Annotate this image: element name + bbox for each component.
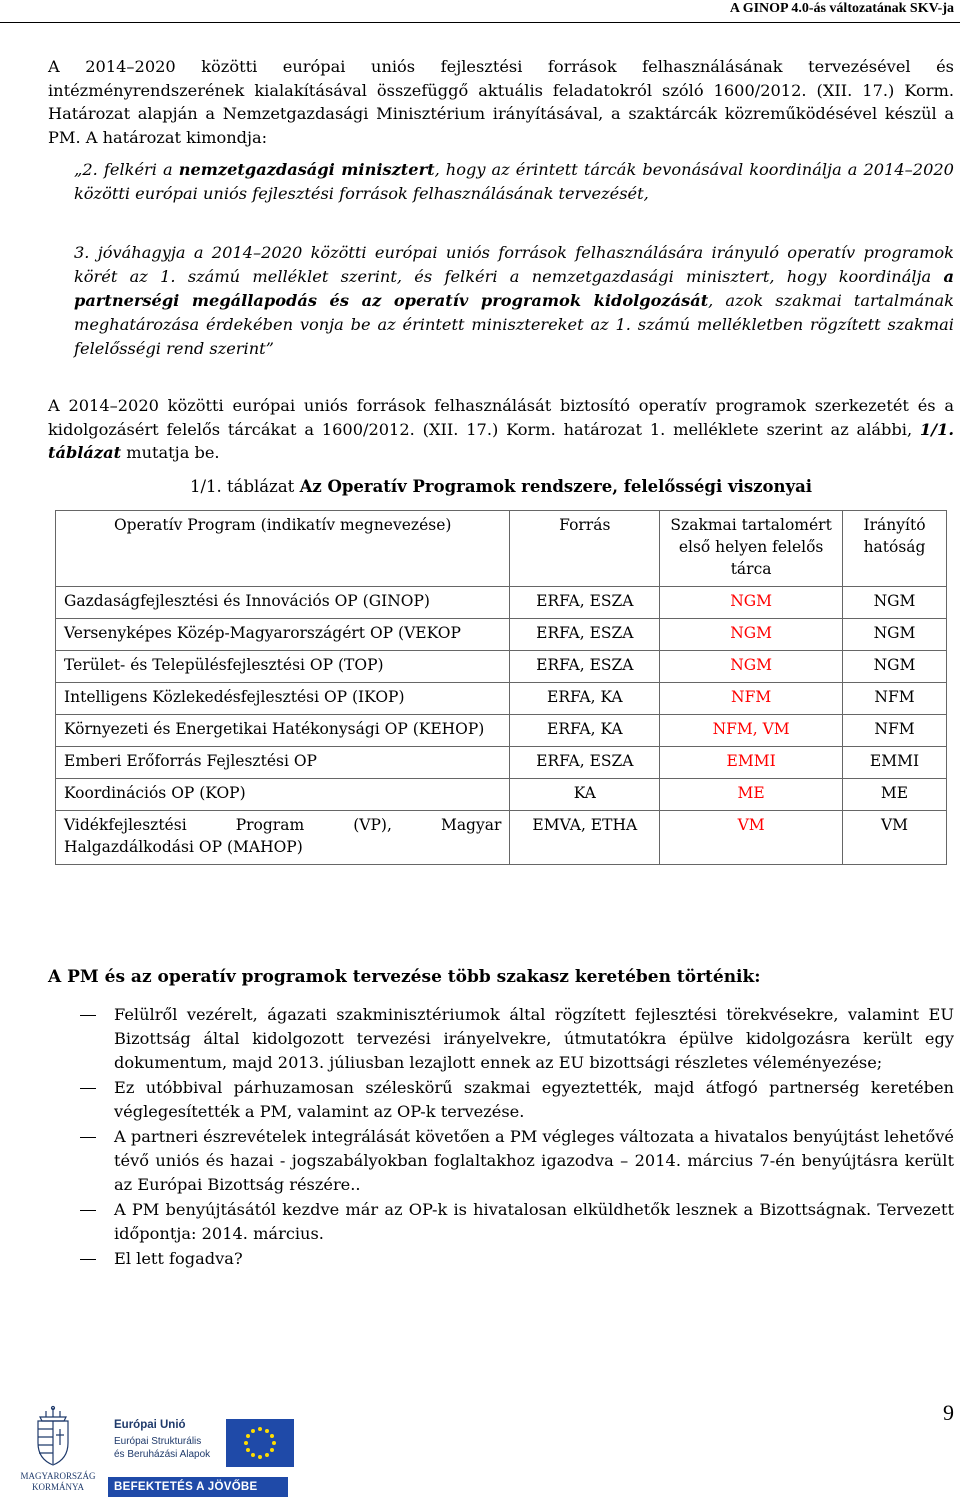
- cell-ministry: NGM: [660, 619, 843, 651]
- cell-program: Emberi Erőforrás Fejlesztési OP: [56, 747, 510, 779]
- cell-program: Intelligens Közlekedésfejlesztési OP (IKOP): [56, 683, 510, 715]
- table-caption-prefix: 1/1. táblázat: [189, 477, 300, 496]
- cell-authority: VM: [843, 811, 947, 865]
- quote-item-2-bold: nemzetgazdasági minisztert: [178, 160, 435, 179]
- cell-source: ERFA, KA: [510, 715, 660, 747]
- table-row: [56, 715, 947, 747]
- table-row: [56, 587, 947, 619]
- header-title: A GINOP 4.0-ás változatának SKV-ja: [729, 1, 954, 16]
- cell-authority: NGM: [843, 619, 947, 651]
- cell-program: Gazdaságfejlesztési és Innovációs OP (GINOP): [56, 587, 510, 619]
- cell-source: EMVA, ETHA: [510, 811, 660, 865]
- hungary-government-logo: [8, 1405, 98, 1502]
- table-intro-bold: 1/1. táblázat: [48, 419, 954, 462]
- list-item: Ez utóbbival párhuzamosan széleskörű szakmai egyeztették, majd átfogó partnerség keretében véglegesítették a PM, valamint az OP-k tervezése.: [48, 1076, 954, 1124]
- operative-programs-table: [55, 510, 947, 865]
- list-item: El lett fogadva?: [48, 1247, 954, 1271]
- table-intro-paragraph: [48, 394, 954, 465]
- cell-source: KA: [510, 779, 660, 811]
- cell-authority: ME: [843, 779, 947, 811]
- table-row: [56, 683, 947, 715]
- eu-flag-icon: [226, 1419, 294, 1467]
- cell-program: Terület- és Településfejlesztési OP (TOP): [56, 651, 510, 683]
- header-ministry: Szakmai tartalomért első helyen felelős tárca: [660, 511, 843, 587]
- cell-ministry: EMMI: [660, 747, 843, 779]
- quote-item-3-bold: a partnerségi megállapodás és az operatív programok kidolgozását: [74, 267, 954, 310]
- cell-source: ERFA, ESZA: [510, 651, 660, 683]
- quote-item-2: [74, 158, 954, 206]
- cell-authority: NFM: [843, 683, 947, 715]
- quote-item-2-rest: , hogy az érintett tárcák bevonásával koordinálja a 2014–2020 közötti európai uniós fejlesztési források felhasználásának tervezését,: [74, 160, 954, 203]
- eu-funds-logo: [108, 1411, 298, 1501]
- cell-source: ERFA, ESZA: [510, 587, 660, 619]
- header-authority: Irányító hatóság: [843, 511, 947, 587]
- table-caption-title: Az Operatív Programok rendszere, felelősségi viszonyai: [299, 477, 813, 496]
- quote-item-3: [74, 241, 954, 361]
- header-program: Operatív Program (indikatív megnevezése): [56, 511, 510, 587]
- list-item: A PM benyújtásától kezdve már az OP-k is hivatalosan elküldhetők lesznek a Bizottságnak. Tervezett időpontja: 2014. március.: [48, 1198, 954, 1246]
- table-row: [56, 747, 947, 779]
- quote-item-3-rest: , azok szakmai tartalmának meghatározása érdekében vonja be az érintett minisztereket az 1. számú mellékletben rögzített szakmai felelősségi rend szerint”: [74, 291, 954, 358]
- cell-ministry: NGM: [660, 587, 843, 619]
- coat-of-arms-icon: [8, 1405, 98, 1469]
- cell-authority: NGM: [843, 587, 947, 619]
- cell-authority: NFM: [843, 715, 947, 747]
- table-row: [56, 811, 947, 865]
- eu-subtitle-1: Európai Strukturális: [114, 1436, 202, 1447]
- cell-authority: EMMI: [843, 747, 947, 779]
- cell-program: Környezeti és Energetikai Hatékonysági OP (KEHOP): [56, 715, 510, 747]
- table-row: [56, 651, 947, 683]
- cell-program: Koordinációs OP (KOP): [56, 779, 510, 811]
- quote-item-3-prefix: 3. jóváhagyja a 2014–2020 közötti európai uniós források felhasználására irányuló operatív programok körét az 1. számú melléklet szerint, és felkéri a nemzetgazdasági minisztert, hogy koordinálja: [74, 243, 954, 286]
- eu-slogan: BEFEKTETÉS A JÖVŐBE: [108, 1477, 288, 1497]
- cell-source: ERFA, ESZA: [510, 619, 660, 651]
- header-source: Forrás: [510, 511, 660, 587]
- planning-stages-list: [48, 1003, 954, 1272]
- intro-paragraph: A 2014–2020 közötti európai uniós fejlesztési források felhasználásának tervezésével és intézményrendszerének kialakításával összefüggő aktuális feladatokról szóló 1600/2012. (XII. 17.) Korm. Határozat alapján a Nemzetgazdasági Minisztérium irányításával, a szaktárcák közreműködésével készül a PM. A határozat kimondja:: [48, 57, 954, 147]
- page-header: [0, 0, 960, 23]
- hu-logo-text-2: KORMÁNYA: [31, 1482, 84, 1492]
- list-item: A partneri észrevételek integrálását követően a PM végleges változata a hivatalos benyújtást lehetővé tévő uniós és hazai - jogszabályokban foglaltakhoz igazodva – 2014. március 7-én benyújtásra került az Európai Bizottság részére..: [48, 1125, 954, 1197]
- cell-source: ERFA, ESZA: [510, 747, 660, 779]
- hu-logo-text-1: MAGYARORSZÁG: [20, 1471, 96, 1481]
- list-item: Felülről vezérelt, ágazati szakminisztériumok által rögzített fejlesztési törekvésekre, valamint EU Bizottság által kidolgozott tervezési irányelvekre, útmutatókra épülve kidolgozásra került egy dokumentum, majd 2013. júliusban lezajlott ennek az EU bizottsági részletes véleményezése;: [48, 1003, 954, 1075]
- table-intro-text-b: mutatja be.: [121, 443, 220, 462]
- cell-ministry: NGM: [660, 651, 843, 683]
- cell-program: Versenyképes Közép-Magyarországért OP (VEKOP: [56, 619, 510, 651]
- cell-source: ERFA, KA: [510, 683, 660, 715]
- cell-ministry: NFM: [660, 683, 843, 715]
- eu-title: Európai Unió: [114, 1419, 186, 1431]
- cell-program: Vidékfejlesztési Program (VP), Magyar Halgazdálkodási OP (MAHOP): [56, 811, 510, 865]
- hungary-government-text: [8, 1471, 108, 1493]
- eu-subtitle-2: és Beruházási Alapok: [114, 1449, 211, 1460]
- footer-logos: [0, 1405, 300, 1502]
- page-number: 9: [943, 1400, 954, 1425]
- table-row: [56, 619, 947, 651]
- section-title: A PM és az operatív programok tervezése több szakasz keretében történik:: [48, 967, 761, 987]
- cell-ministry: ME: [660, 779, 843, 811]
- eu-stars-icon: [226, 1419, 294, 1467]
- cell-authority: NGM: [843, 651, 947, 683]
- table-caption: [48, 477, 954, 496]
- cell-ministry: VM: [660, 811, 843, 865]
- table-intro-text-a: A 2014–2020 közötti európai uniós források felhasználását biztosító operatív programok szerkezetét és a kidolgozásért felelős tárcákat a 1600/2012. (XII. 17.) Korm. határozat 1. melléklete szerint az alábbi,: [48, 396, 954, 439]
- eu-subtitle: [114, 1435, 224, 1461]
- table-row: [56, 779, 947, 811]
- cell-ministry: NFM, VM: [660, 715, 843, 747]
- quote-item-2-prefix: „2. felkéri a: [74, 160, 179, 179]
- table-header-row: [56, 511, 947, 587]
